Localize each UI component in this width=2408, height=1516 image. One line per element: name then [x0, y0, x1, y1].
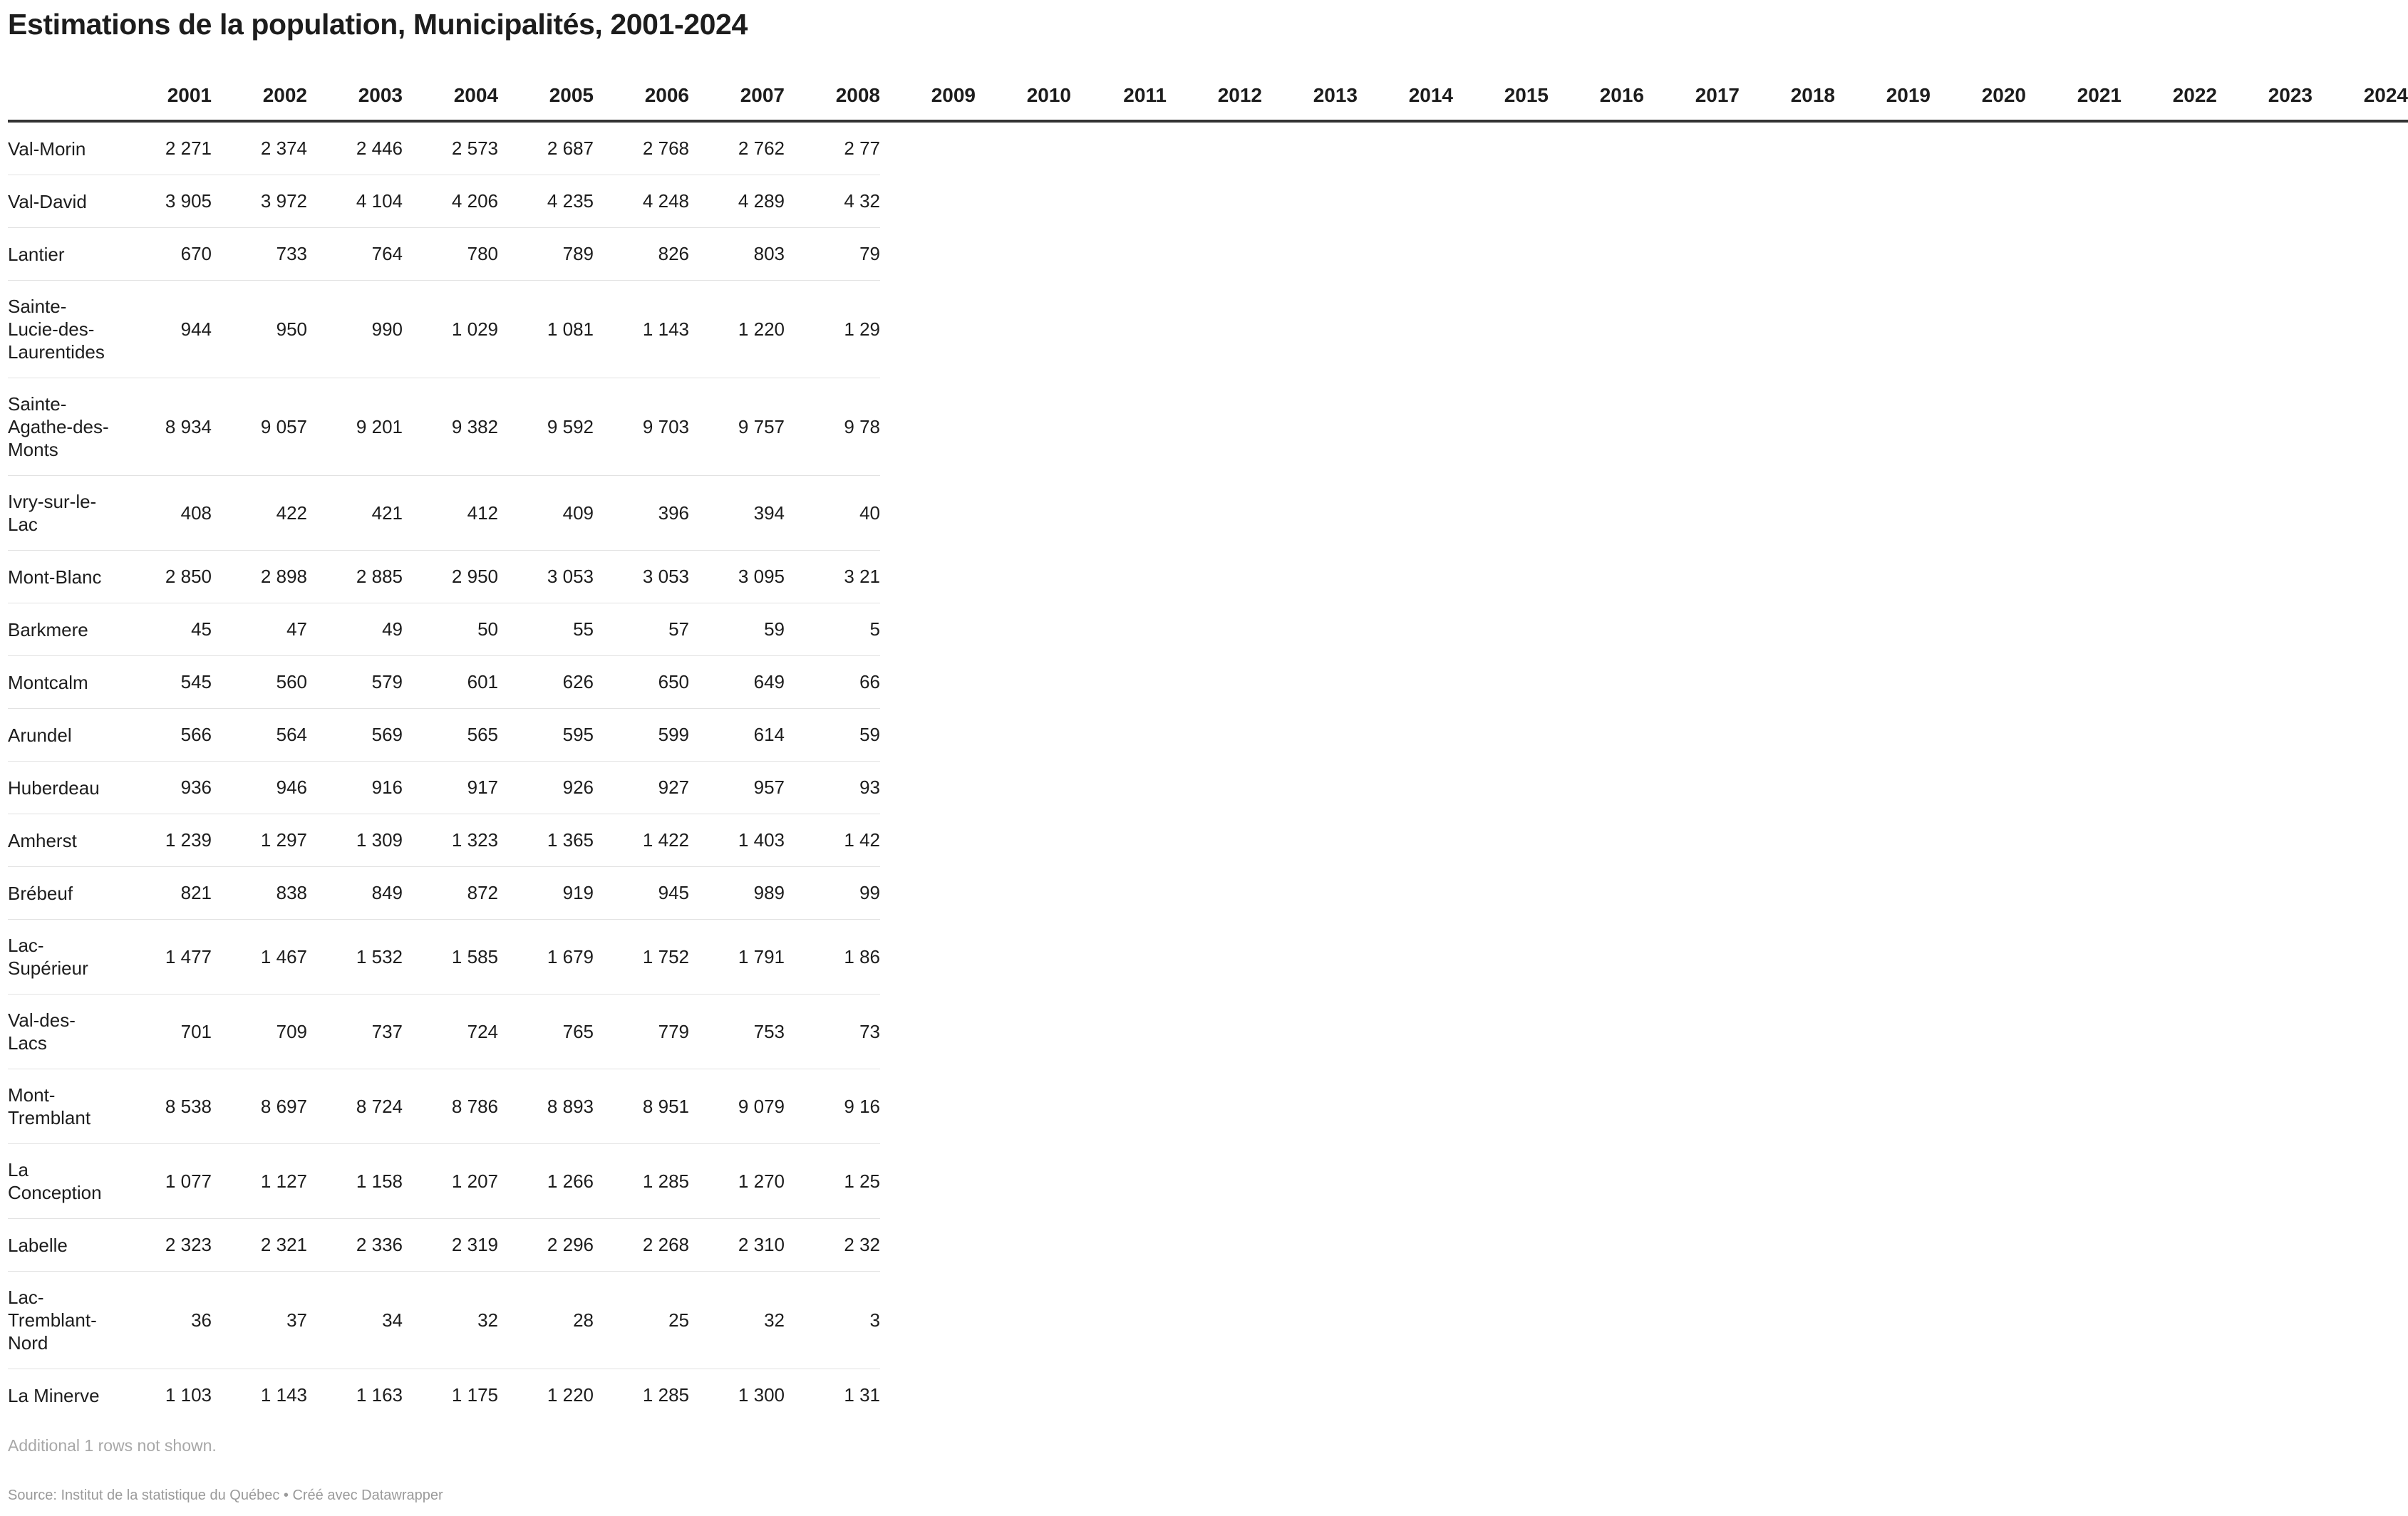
table-cell: 1 422	[594, 814, 689, 867]
table-cell: 1 127	[212, 1144, 307, 1219]
column-header-2018[interactable]: 2018	[1740, 71, 1835, 121]
table-cell: 2 268	[594, 1219, 689, 1272]
table-body	[8, 121, 2408, 1421]
table-row	[8, 867, 2408, 920]
table-cell: 4 206	[403, 175, 498, 228]
table-cell: 2 374	[212, 121, 307, 175]
table-cell: 601	[403, 656, 498, 709]
table-row	[8, 378, 2408, 476]
table-cell: 1 220	[689, 281, 785, 378]
table-cell: 1 158	[307, 1144, 403, 1219]
table-cell: 569	[307, 709, 403, 762]
table-cell: 2 321	[212, 1219, 307, 1272]
column-header-2015[interactable]: 2015	[1453, 71, 1549, 121]
table-cell: 1 365	[498, 814, 594, 867]
table-cell: 1 266	[498, 1144, 594, 1219]
table-cell: 32	[403, 1272, 498, 1369]
table-cell: 4 235	[498, 175, 594, 228]
column-header-2024[interactable]: 2024	[2313, 71, 2408, 121]
table-cell: 28	[498, 1272, 594, 1369]
table-cell: 8 786	[403, 1069, 498, 1144]
table-cell: 55	[498, 603, 594, 656]
table-cell: 701	[116, 995, 212, 1069]
table-cell: 780	[403, 228, 498, 281]
table-cell: 1 29	[785, 281, 880, 378]
column-header-2011[interactable]: 2011	[1071, 71, 1167, 121]
table-row	[8, 1144, 2408, 1219]
table-cell: 872	[403, 867, 498, 920]
table-cell: 946	[212, 762, 307, 814]
table-row	[8, 920, 2408, 995]
table-cell: 670	[116, 228, 212, 281]
table-cell: 408	[116, 476, 212, 551]
table-cell: 1 285	[642, 1384, 689, 1406]
table-cell: 821	[116, 867, 212, 920]
table-cell: 8 724	[307, 1069, 403, 1144]
table-cell: 3 905	[116, 175, 212, 228]
table-cell: 9 757	[689, 378, 785, 476]
table-cell: 79	[785, 228, 880, 281]
table-cell: 4 248	[594, 175, 689, 228]
table-cell: 1 175	[451, 1384, 498, 1406]
table-cell: 927	[594, 762, 689, 814]
row-label: Brébeuf	[8, 867, 116, 920]
table-cell: 916	[307, 762, 403, 814]
table-cell: 9 079	[689, 1069, 785, 1144]
table-cell: 421	[307, 476, 403, 551]
table-cell: 8 697	[212, 1069, 307, 1144]
column-header-2020[interactable]: 2020	[1931, 71, 2026, 121]
table-cell: 1 42	[785, 814, 880, 867]
row-label: Sainte-Lucie-des-Laurentides	[8, 281, 116, 378]
table-cell: 936	[116, 762, 212, 814]
table-cell: 3 21	[785, 551, 880, 603]
table-cell: 926	[498, 762, 594, 814]
table-cell: 917	[403, 762, 498, 814]
table-cell: 733	[212, 228, 307, 281]
table-cell: 1 239	[116, 814, 212, 867]
column-header-2009[interactable]: 2009	[880, 71, 976, 121]
table-row	[8, 709, 2408, 762]
column-header-2005[interactable]: 2005	[498, 71, 594, 121]
row-label: Val-Morin	[8, 121, 116, 175]
table-cell: 1 077	[116, 1144, 212, 1219]
row-label: Huberdeau	[8, 762, 116, 814]
table-cell: 57	[594, 603, 689, 656]
table-cell: 1 25	[785, 1144, 880, 1219]
table-cell: 649	[689, 656, 785, 709]
table-row	[8, 603, 2408, 656]
table-cell: 1 791	[689, 920, 785, 995]
table-row	[8, 995, 2408, 1069]
table-cell: 1 029	[403, 281, 498, 378]
row-label: Mont-Tremblant	[8, 1069, 116, 1144]
table-cell: 396	[594, 476, 689, 551]
table-cell: 826	[594, 228, 689, 281]
table-cell: 32	[689, 1272, 785, 1369]
table-cell: 2 573	[403, 121, 498, 175]
table-cell: 626	[498, 656, 594, 709]
column-header-2001[interactable]: 2001	[116, 71, 212, 121]
table-cell: 1 143	[594, 281, 689, 378]
source-credit: Source: Institut de la statistique du Québec • Créé avec Datawrapper	[8, 1488, 443, 1503]
table-cell: 957	[689, 762, 785, 814]
table-cell: 1 467	[212, 920, 307, 995]
table-cell: 838	[212, 867, 307, 920]
row-label: La Conception	[8, 1144, 116, 1219]
table-row	[8, 476, 2408, 551]
table-cell: 950	[212, 281, 307, 378]
table-row	[8, 175, 2408, 228]
table-cell: 2 77	[785, 121, 880, 175]
table-cell: 34	[307, 1272, 403, 1369]
column-header-2014[interactable]: 2014	[1358, 71, 1453, 121]
row-label: Val-David	[8, 175, 116, 228]
table-cell: 753	[689, 995, 785, 1069]
table-cell: 9 057	[212, 378, 307, 476]
column-header-2013[interactable]: 2013	[1262, 71, 1358, 121]
table-cell: 919	[498, 867, 594, 920]
rows-hidden-note: Additional 1 rows not shown.	[8, 1436, 217, 1455]
chart-title: Estimations de la population, Municipalités, 2001-2024	[8, 8, 748, 41]
table-cell: 849	[307, 867, 403, 920]
table-cell: 36	[116, 1272, 212, 1369]
table-cell: 3 053	[594, 551, 689, 603]
table-cell: 2 296	[498, 1219, 594, 1272]
row-label: La Minerve	[8, 1384, 100, 1406]
table-cell: 9 703	[594, 378, 689, 476]
table-cell: 1 297	[212, 814, 307, 867]
table-cell: 2 336	[307, 1219, 403, 1272]
table-cell: 93	[785, 762, 880, 814]
table-cell: 2 950	[403, 551, 498, 603]
table-cell: 765	[498, 995, 594, 1069]
row-label: Lac-Tremblant-Nord	[8, 1272, 116, 1369]
table-cell: 2 310	[689, 1219, 785, 1272]
table-cell: 990	[307, 281, 403, 378]
table-cell: 764	[307, 228, 403, 281]
column-header-2023[interactable]: 2023	[2217, 71, 2313, 121]
table-cell: 1 300	[738, 1384, 785, 1406]
table-cell: 73	[785, 995, 880, 1069]
table-cell: 1 270	[689, 1144, 785, 1219]
table-cell: 412	[403, 476, 498, 551]
table-row	[8, 1219, 2408, 1272]
table-cell: 99	[785, 867, 880, 920]
table-row	[8, 1272, 2408, 1369]
row-label: Lantier	[8, 228, 116, 281]
table-cell: 599	[594, 709, 689, 762]
table-cell: 1 220	[547, 1384, 594, 1406]
table-cell: 1 752	[594, 920, 689, 995]
table-cell: 1 285	[594, 1144, 689, 1219]
table-cell: 2 885	[307, 551, 403, 603]
table-cell: 2 446	[307, 121, 403, 175]
row-label: Lac-Supérieur	[8, 920, 116, 995]
row-label: Ivry-sur-le-Lac	[8, 476, 116, 551]
table-cell: 737	[307, 995, 403, 1069]
table-cell: 614	[689, 709, 785, 762]
table-cell: 49	[307, 603, 403, 656]
column-header-2002[interactable]: 2002	[212, 71, 307, 121]
table-cell: 579	[307, 656, 403, 709]
table-row	[8, 814, 2408, 867]
table-cell: 40	[785, 476, 880, 551]
table-cell: 3 053	[498, 551, 594, 603]
table-cell: 37	[212, 1272, 307, 1369]
column-header-2004[interactable]: 2004	[403, 71, 498, 121]
table-row	[8, 551, 2408, 603]
table-cell: 59	[785, 709, 880, 762]
row-label: Montcalm	[8, 656, 116, 709]
table-cell: 566	[116, 709, 212, 762]
table-cell: 8 951	[594, 1069, 689, 1144]
table-cell: 779	[594, 995, 689, 1069]
table-cell: 944	[116, 281, 212, 378]
data-table-viewport[interactable]	[8, 71, 2408, 1421]
table-cell: 394	[689, 476, 785, 551]
table-cell: 50	[403, 603, 498, 656]
table-header-row	[8, 71, 2408, 121]
row-label: Amherst	[8, 814, 116, 867]
table-row	[8, 228, 2408, 281]
row-label: Barkmere	[8, 603, 116, 656]
row-label: Val-des-Lacs	[8, 995, 116, 1069]
table-cell: 422	[212, 476, 307, 551]
column-header-2017[interactable]: 2017	[1644, 71, 1740, 121]
table-cell: 595	[498, 709, 594, 762]
row-label: Mont-Blanc	[8, 551, 116, 603]
table-row	[8, 1069, 2408, 1144]
column-header-2019[interactable]: 2019	[1835, 71, 1931, 121]
table-cell: 2 762	[689, 121, 785, 175]
table-cell: 2 768	[594, 121, 689, 175]
table-cell: 565	[403, 709, 498, 762]
table-cell: 9 592	[498, 378, 594, 476]
table-cell: 25	[594, 1272, 689, 1369]
table-row	[8, 762, 2408, 814]
table-cell: 9 16	[785, 1069, 880, 1144]
table-cell: 1 31	[844, 1384, 880, 1406]
table-cell: 564	[212, 709, 307, 762]
table-cell: 1 323	[403, 814, 498, 867]
table-cell: 8 538	[116, 1069, 212, 1144]
table-cell: 3 095	[689, 551, 785, 603]
column-header-2021[interactable]: 2021	[2026, 71, 2122, 121]
row-label: Arundel	[8, 709, 116, 762]
table-cell: 9 201	[307, 378, 403, 476]
table-row	[8, 281, 2408, 378]
row-label: Sainte-Agathe-des-Monts	[8, 378, 116, 476]
table-cell: 8 934	[116, 378, 212, 476]
table-cell: 2 898	[212, 551, 307, 603]
table-cell: 545	[116, 656, 212, 709]
table-cell: 945	[594, 867, 689, 920]
table-cell: 2 32	[785, 1219, 880, 1272]
row-label: Labelle	[8, 1219, 116, 1272]
table-cell: 4 104	[307, 175, 403, 228]
table-cell: 9 78	[785, 378, 880, 476]
table-row	[8, 656, 2408, 709]
column-header-municipality[interactable]	[8, 71, 116, 121]
column-header-2007[interactable]: 2007	[689, 71, 785, 121]
table-cell: 1 679	[498, 920, 594, 995]
column-header-2022[interactable]: 2022	[2122, 71, 2217, 121]
column-header-2012[interactable]: 2012	[1167, 71, 1262, 121]
table-cell: 1 309	[307, 814, 403, 867]
table-cell: 1 477	[116, 920, 212, 995]
column-header-2016[interactable]: 2016	[1549, 71, 1644, 121]
column-header-2006[interactable]: 2006	[594, 71, 689, 121]
table-cell: 724	[403, 995, 498, 1069]
table-cell: 1 207	[403, 1144, 498, 1219]
population-table	[8, 71, 2408, 1421]
table-cell: 8 893	[498, 1069, 594, 1144]
table-cell: 409	[498, 476, 594, 551]
table-cell: 4 32	[785, 175, 880, 228]
table-cell: 2 271	[116, 121, 212, 175]
table-cell: 5	[785, 603, 880, 656]
table-cell: 66	[785, 656, 880, 709]
table-cell: 9 382	[403, 378, 498, 476]
table-cell: 4 289	[689, 175, 785, 228]
table-cell: 1 143	[260, 1384, 307, 1406]
table-cell: 45	[116, 603, 212, 656]
table-cell: 1 532	[307, 920, 403, 995]
table-cell: 3 972	[212, 175, 307, 228]
table-cell: 1 585	[403, 920, 498, 995]
table-cell: 709	[212, 995, 307, 1069]
table-cell: 2 850	[116, 551, 212, 603]
table-row	[8, 121, 2408, 175]
table-row	[8, 1369, 2408, 1422]
table-cell: 989	[689, 867, 785, 920]
table-cell: 650	[594, 656, 689, 709]
table-cell: 560	[212, 656, 307, 709]
table-cell: 803	[689, 228, 785, 281]
table-cell: 1 403	[689, 814, 785, 867]
column-header-2008[interactable]: 2008	[785, 71, 880, 121]
column-header-2010[interactable]: 2010	[976, 71, 1071, 121]
table-cell: 2 319	[403, 1219, 498, 1272]
table-cell: 47	[212, 603, 307, 656]
table-cell: 2 687	[498, 121, 594, 175]
table-cell: 1 081	[498, 281, 594, 378]
column-header-2003[interactable]: 2003	[307, 71, 403, 121]
table-cell: 1 163	[356, 1384, 403, 1406]
table-cell: 1 86	[785, 920, 880, 995]
table-cell: 789	[498, 228, 594, 281]
table-cell: 2 323	[116, 1219, 212, 1272]
table-cell: 3	[785, 1272, 880, 1369]
table-cell: 1 103	[165, 1384, 212, 1406]
table-cell: 59	[689, 603, 785, 656]
